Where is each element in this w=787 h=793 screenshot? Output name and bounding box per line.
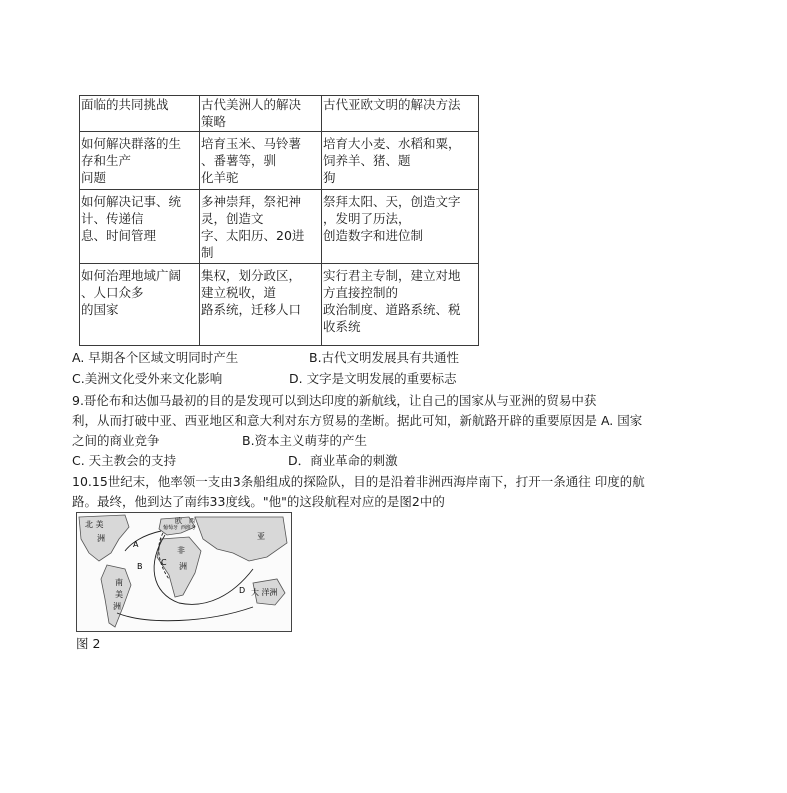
map-label-north-america-2: 洲 bbox=[97, 534, 105, 543]
map-label-west: 西 bbox=[189, 518, 196, 525]
q10-text-line: 路。最终，他到达了南纬33度线。"他"的这段航程对应的是图2中的 bbox=[72, 494, 445, 509]
map-label-route-d: D bbox=[239, 586, 246, 595]
option-d: D. 文字是文明发展的重要标志 bbox=[289, 371, 457, 386]
table-cell: 培育大小麦、水稻和粟， 饲养羊、猪、题 狗 bbox=[322, 132, 479, 190]
table-header-cell: 古代美洲人的解决 策略 bbox=[200, 96, 322, 132]
map-label-portugal: 葡萄牙 bbox=[163, 525, 179, 531]
table-cell: 如何解决记事、统 计、传递信 息、时间管理 bbox=[80, 190, 200, 264]
q9-option-c: C. 天主教会的支持 bbox=[72, 453, 177, 468]
map-label-africa-1: 非 bbox=[177, 546, 185, 555]
table-row bbox=[80, 190, 479, 264]
table-cell: 如何治理地域广阔 、人口众多 的国家 bbox=[80, 264, 200, 346]
table-header-cell: 面临的共同挑战 bbox=[80, 96, 200, 132]
table-cell: 实行君主专制，建立对地 方直接控制的 政治制度、道路系统、税 收系统 bbox=[322, 264, 479, 346]
q9-option-a-text: 之间的商业竞争 bbox=[72, 433, 160, 448]
map-label-route-c: C bbox=[161, 558, 167, 567]
map-label-south-1: 南 bbox=[115, 578, 123, 587]
option-b: B.古代文明发展具有共通性 bbox=[309, 350, 460, 365]
map-label-spain: 西班牙 bbox=[181, 525, 197, 531]
table-header-cell: 古代亚欧文明的解决方法 bbox=[322, 96, 479, 132]
route-d-line bbox=[117, 607, 253, 621]
table-row bbox=[80, 132, 479, 190]
asia-landmass bbox=[195, 517, 287, 561]
q9-option-d: D．商业革命的刺激 bbox=[288, 453, 398, 468]
voyage-map bbox=[76, 512, 292, 632]
map-label-route-a: A bbox=[133, 540, 139, 549]
table-cell: 培育玉米、马铃薯 、番薯等，驯 化羊驼 bbox=[200, 132, 322, 190]
table-header-row bbox=[80, 96, 479, 132]
map-label-route-b: B bbox=[137, 562, 143, 571]
map-label-asia: 亚 bbox=[257, 532, 265, 541]
map-label-oceania: 大 洋洲 bbox=[251, 588, 278, 597]
table-cell: 多神崇拜，祭祀神 灵，创造文 字、太阳历、20进 制 bbox=[200, 190, 322, 264]
option-a: A. 早期各个区域文明同时产生 bbox=[72, 350, 239, 365]
table-cell: 如何解决群落的生 存和生产 问题 bbox=[80, 132, 200, 190]
q10-text-line: 10.15世纪末，他率领一支由3条船组成的探险队，目的是沿着非洲西海岸南下，打开一条通往 印度的航 bbox=[72, 474, 645, 489]
map-label-north-america: 北 美 bbox=[85, 520, 104, 529]
table-row bbox=[80, 264, 479, 346]
map-label-south-3: 洲 bbox=[113, 602, 121, 611]
q9-text-line: 利，从而打破中亚、西亚地区和意大利对东方贸易的垄断。据此可知，新航路开辟的重要原因是 A. 国家 bbox=[72, 413, 643, 428]
option-c: C.美洲文化受外来文化影响 bbox=[72, 371, 223, 386]
q9-text-line: 9.哥伦布和达伽马最初的目的是发现可以到达印度的新航线，让自己的国家从与亚洲的贸易中获 bbox=[72, 393, 597, 408]
table-cell: 集权，划分政区， 建立税收，道 路系统，迁移人口 bbox=[200, 264, 322, 346]
comparison-table bbox=[79, 95, 479, 346]
route-a-line bbox=[125, 531, 161, 551]
table-cell: 祭拜太阳、天，创造文字 ，发明了历法， 创造数字和进位制 bbox=[322, 190, 479, 264]
map-label-africa-2: 洲 bbox=[179, 562, 187, 571]
figure-caption: 图 2 bbox=[76, 636, 101, 651]
map-label-europe: 欧 bbox=[175, 517, 182, 525]
map-label-south-2: 美 bbox=[115, 590, 123, 599]
q9-option-b: B.资本主义萌芽的产生 bbox=[242, 433, 368, 448]
voyage-map-graphic bbox=[77, 513, 291, 631]
